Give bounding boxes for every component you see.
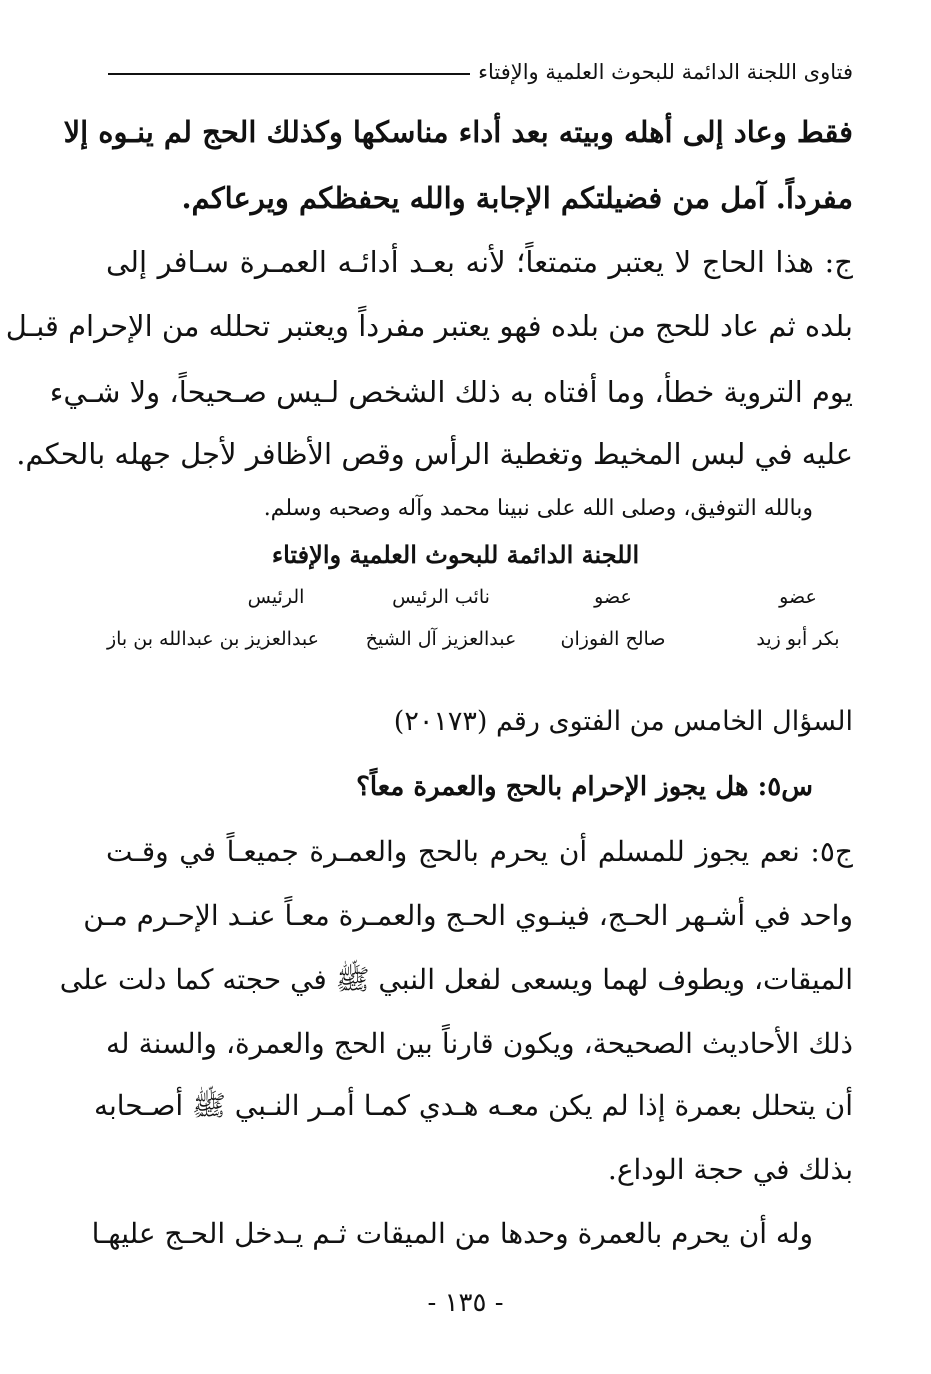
answer-line: ج٥: نعم يجوز للمسلم أن يحرم بالحج والعمـرة جميعـاً في وقـت [106,835,853,868]
question-five: س٥: هل يجوز الإحرام بالحج والعمرة معاً؟ [356,772,813,802]
question-tail-line: مفرداً. آمل من فضيلتكم الإجابة والله يحفظكم ويرعاكم. [181,181,853,215]
committee-title: اللجنة الدائمة للبحوث العلمية والإفتاء [271,540,640,569]
answer-line: بذلك في حجة الوداع. [607,1153,853,1186]
running-header [108,52,853,92]
answer-line: ذلك الأحاديث الصحيحة، ويكون قارناً بين الحج والعمرة، والسنة له [106,1027,853,1060]
signatory-name: بكر أبو زيد [756,628,840,650]
signatory-role: الرئيس [247,586,305,608]
header-title: فتاوى اللجنة الدائمة للبحوث العلمية والإفتاء [478,60,853,84]
closing-formula: وبالله التوفيق، وصلى الله على نبينا محمد وآله وصحبه وسلم. [263,496,813,521]
answer-line: يوم التروية خطأ، وما أفتاه به ذلك الشخص لـيس صـحيحاً، ولا شـيء [49,375,853,409]
answer-line: عليه في لبس المخيط وتغطية الرأس وقص الأظافر لأجل جهله بالحكم. [16,437,853,471]
answer-line: ج: هذا الحاج لا يعتبر متمتعاً؛ لأنه بعـد أدائـه العمـرة سـافر إلى [106,245,853,279]
signatory-name: عبدالعزيز آل الشيخ [365,628,517,650]
question-tail-line: فقط وعاد إلى أهله وبيته بعد أداء مناسكها وكذلك الحج لم ينـوه إلا [63,115,853,149]
page-number: - ١٣٥ - [427,1288,504,1318]
section-title: السؤال الخامس من الفتوى رقم (٢٠١٧٣) [393,706,853,737]
signatory-role: نائب الرئيس [392,586,490,608]
signatory-role: عضو [779,586,817,608]
answer-continuation-line: وله أن يحرم بالعمرة وحدها من الميقات ثـم يـدخل الحـج عليهـا [91,1217,813,1250]
header-rule [108,73,470,75]
signatory-name: صالح الفوزان [560,628,666,650]
answer-line: واحد في أشـهر الحـج، فينـوي الحـج والعمـرة معـاً عنـد الإحـرم مـن [83,899,853,932]
signatory-role: عضو [594,586,632,608]
signatory-name: عبدالعزيز بن عبدالله بن باز [106,628,320,650]
answer-line: الميقات، ويطوف لهما ويسعى لفعل النبي ﷺ في حجته كما دلت على [59,963,853,996]
answer-line: أن يتحلل بعمرة إذا لم يكن معـه هـدي كمـا أمـر النـبي ﷺ أصـحابه [93,1089,853,1122]
answer-line: بلده ثم عاد للحج من بلده فهو يعتبر مفرداً ويعتبر تحلله من الإحرام قبـل [5,309,853,343]
